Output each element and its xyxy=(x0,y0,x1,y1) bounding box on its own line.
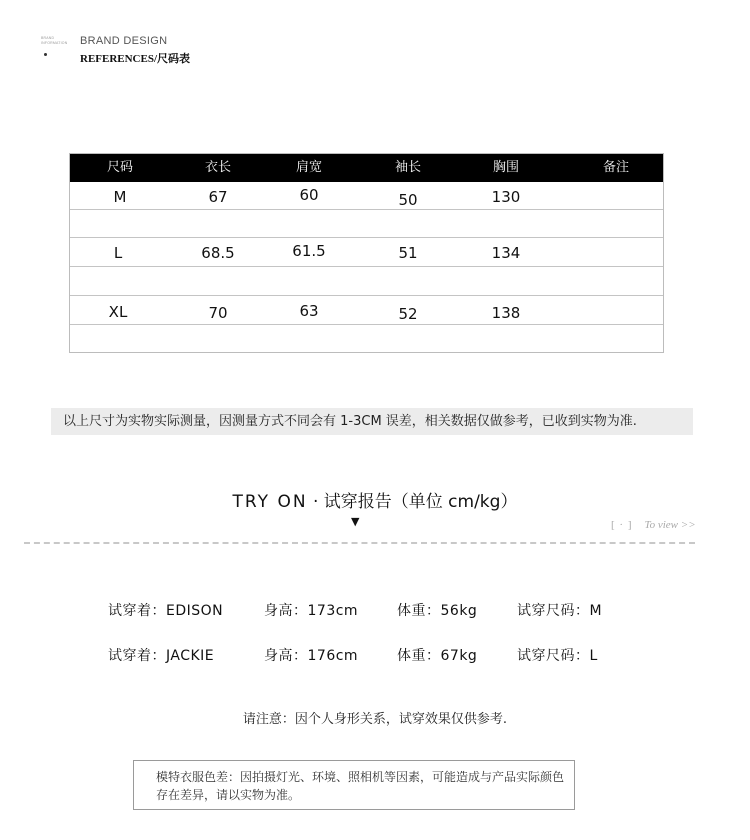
try-on-size: 试穿尺码：L xyxy=(517,648,598,664)
try-on-size: 试穿尺码：M xyxy=(517,603,603,619)
bullet-dot-icon xyxy=(44,53,47,56)
brand-small-line: INFORMATION xyxy=(41,40,68,45)
try-on-height: 身高：176cm xyxy=(264,648,359,664)
table-cell: M xyxy=(113,188,127,206)
table-cell: 60 xyxy=(299,186,319,204)
table-cell: 67 xyxy=(208,188,228,206)
row-divider xyxy=(70,324,663,325)
try-on-model: 试穿着：EDISON xyxy=(108,603,224,619)
view-more-link[interactable] xyxy=(611,519,696,531)
try-on-weight: 体重：56kg xyxy=(397,603,478,619)
header-chest: 胸围 xyxy=(492,160,520,175)
row-divider xyxy=(70,295,663,296)
table-cell: L xyxy=(113,244,123,262)
table-cell: 70 xyxy=(208,304,228,322)
row-divider xyxy=(70,266,663,267)
view-more-label: To view >> xyxy=(644,519,696,531)
try-on-title-en: TRY ON xyxy=(232,492,308,512)
color-difference-note xyxy=(133,760,575,810)
fit-note: 请注意：因个人身形关系，试穿效果仅供参考. xyxy=(242,712,508,727)
table-cell: 134 xyxy=(491,244,521,262)
color-difference-text: 模特衣服色差：因拍摄灯光、环境、照相机等因素，可能造成与产品实际颜色存在差异，请以实物为准。 xyxy=(156,770,565,802)
section-divider xyxy=(24,542,695,544)
header-shoulder: 肩宽 xyxy=(295,160,323,175)
table-cell: 63 xyxy=(299,302,319,320)
brand-small-caption xyxy=(41,36,67,45)
row-divider xyxy=(70,237,663,238)
table-cell: 51 xyxy=(398,244,418,262)
table-cell: 50 xyxy=(398,191,418,209)
references-title: REFERENCES/尺码表 xyxy=(80,53,191,65)
brand-title: BRAND DESIGN xyxy=(80,35,168,47)
header-sleeve: 袖长 xyxy=(394,160,422,175)
row-divider xyxy=(70,209,663,210)
header-length: 衣长 xyxy=(204,160,232,175)
table-cell: XL xyxy=(108,303,128,321)
header-size: 尺码 xyxy=(106,160,134,175)
table-cell: 130 xyxy=(491,188,521,206)
table-header xyxy=(70,154,663,182)
view-more-icon: [ · ] xyxy=(611,519,633,531)
brand-small-line: BRAND xyxy=(41,36,55,40)
try-on-model: 试穿着：JACKIE xyxy=(108,648,215,664)
try-on-title xyxy=(0,487,750,512)
table-cell: 61.5 xyxy=(292,242,326,260)
measurement-notice-text: 以上尺寸为实物实际测量，因测量方式不同会有 1-3CM 误差，相关数据仅做参考，已收到实物为准. xyxy=(63,414,637,429)
triangle-down-icon: ▼ xyxy=(351,515,360,528)
table-cell: 138 xyxy=(491,304,521,322)
try-on-title-cn: 试穿报告（单位 cm/kg） xyxy=(323,492,518,512)
try-on-separator: · xyxy=(312,492,319,512)
header-remark: 备注 xyxy=(602,160,630,175)
try-on-height: 身高：173cm xyxy=(264,603,359,619)
try-on-weight: 体重：67kg xyxy=(397,648,478,664)
table-cell: 52 xyxy=(398,305,418,323)
size-table xyxy=(69,153,664,353)
table-cell: 68.5 xyxy=(201,244,235,262)
measurement-notice xyxy=(51,408,693,435)
